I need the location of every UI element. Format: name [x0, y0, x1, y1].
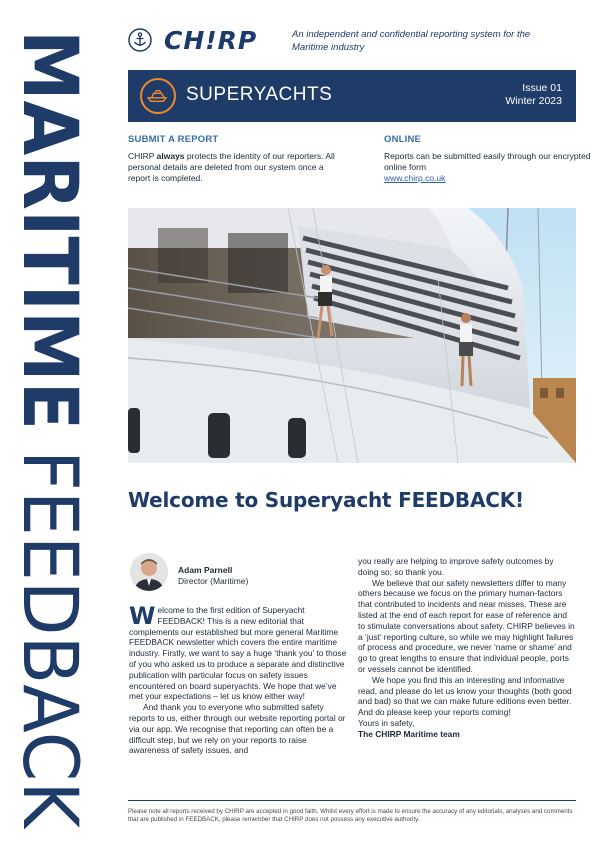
paragraph-1-text: elcome to the first edition of Superyacht FEEDBACK! This is a new editorial that complements our established but more general Maritime FEEDBACK newsletter which covers the entire maritime industry. Firstly, we want to say a huge ‘thank you’ to those of you who asked us to produce a separate and distinctive publication with particular focus on safety issues encountered on board superyachts. We hope that we’ve met your expectations – let us know either way! [129, 605, 347, 702]
article-column-right [358, 556, 576, 740]
submit-report-text [128, 151, 338, 184]
section-banner [128, 70, 576, 122]
anchor-icon [128, 28, 152, 52]
author-block [130, 553, 350, 593]
submit-text-rest: protects the identity of our reporters. All personal details are deleted from our system once a report is completed. [128, 151, 335, 183]
masthead-graphic [12, 30, 102, 830]
vertical-masthead [12, 30, 102, 830]
online-text: Reports can be submitted easily through our encrypted online form [384, 151, 591, 172]
article-closing: Yours in safety, [358, 717, 415, 728]
chirp-logo[interactable]: CH!RP [164, 26, 258, 55]
article-paragraph-1 [129, 602, 349, 702]
brand-tagline: An independent and confidential reporting system for the Maritime industry [292, 29, 531, 53]
drop-cap: W [129, 602, 156, 630]
submit-text-emphasis: always [156, 151, 185, 161]
issue-info [505, 82, 562, 108]
article-paragraph-5: We hope you find this an interesting and informative read, and please do let us know your thoughts (both good and bad) so that we can make future editions even better. And do please keep your reports coming! [358, 674, 572, 718]
submit-report-heading: SUBMIT A REPORT [128, 134, 219, 145]
issue-season: Winter 2023 [505, 95, 562, 107]
masthead-light: FEEDBACK [12, 450, 95, 830]
article-column-left [129, 602, 349, 756]
avatar [130, 553, 168, 591]
online-heading: ONLINE [384, 134, 422, 145]
online-section [384, 134, 594, 184]
article-paragraph-2: And thank you to everyone who submitted safety reports to us, either through our website reporting portal or via our app. We recognise that reporting can often be a difficult step, but we rely on your reports to raise awareness of safety issues, and [129, 702, 346, 756]
superyacht-illustration [128, 208, 576, 463]
banner-title: SUPERYACHTS [186, 84, 333, 105]
submit-text-lead: CHIRP [128, 151, 157, 161]
author-name: Adam Parnell [178, 565, 233, 575]
superyacht-photo [128, 208, 576, 463]
submit-report-section [128, 134, 338, 184]
brand-row [128, 26, 578, 62]
footer-divider [128, 800, 576, 801]
page-headline: Welcome to Superyacht FEEDBACK! [128, 488, 524, 512]
author-portrait [130, 553, 168, 591]
author-role: Director (Maritime) [178, 576, 249, 586]
article-signoff: The CHIRP Maritime team [358, 728, 460, 739]
yacht-icon [140, 78, 176, 114]
article-paragraph-4: We believe that our safety newsletters differ to many others because we focus on the primary human-factors that contributed to incidents and near misses. These are listed at the end of each report for ease of reference and to stimulate conversations about safety. CHIRP believes in a ‘just’ reporting culture, so while we may highlight failures of process and procedure, we never ‘name or shame’ and go to great lengths to ensure that individual people, ports or vessels cannot be identified. [358, 577, 575, 674]
masthead-bold: MARITIME [12, 30, 95, 459]
footer-disclaimer: Please note all reports received by CHIRP are accepted in good faith. Whilst every effort is made to ensure the accuracy of any editorials, analyses and comments that are published in FEEDBACK, please remember that CHIRP does not possess any executive authority. [128, 808, 573, 823]
website-link[interactable]: www.chirp.co.uk [384, 173, 446, 183]
issue-number: Issue 01 [522, 82, 562, 94]
article-paragraph-3: you really are helping to improve safety outcomes by doing so; so thank you. [358, 556, 554, 577]
